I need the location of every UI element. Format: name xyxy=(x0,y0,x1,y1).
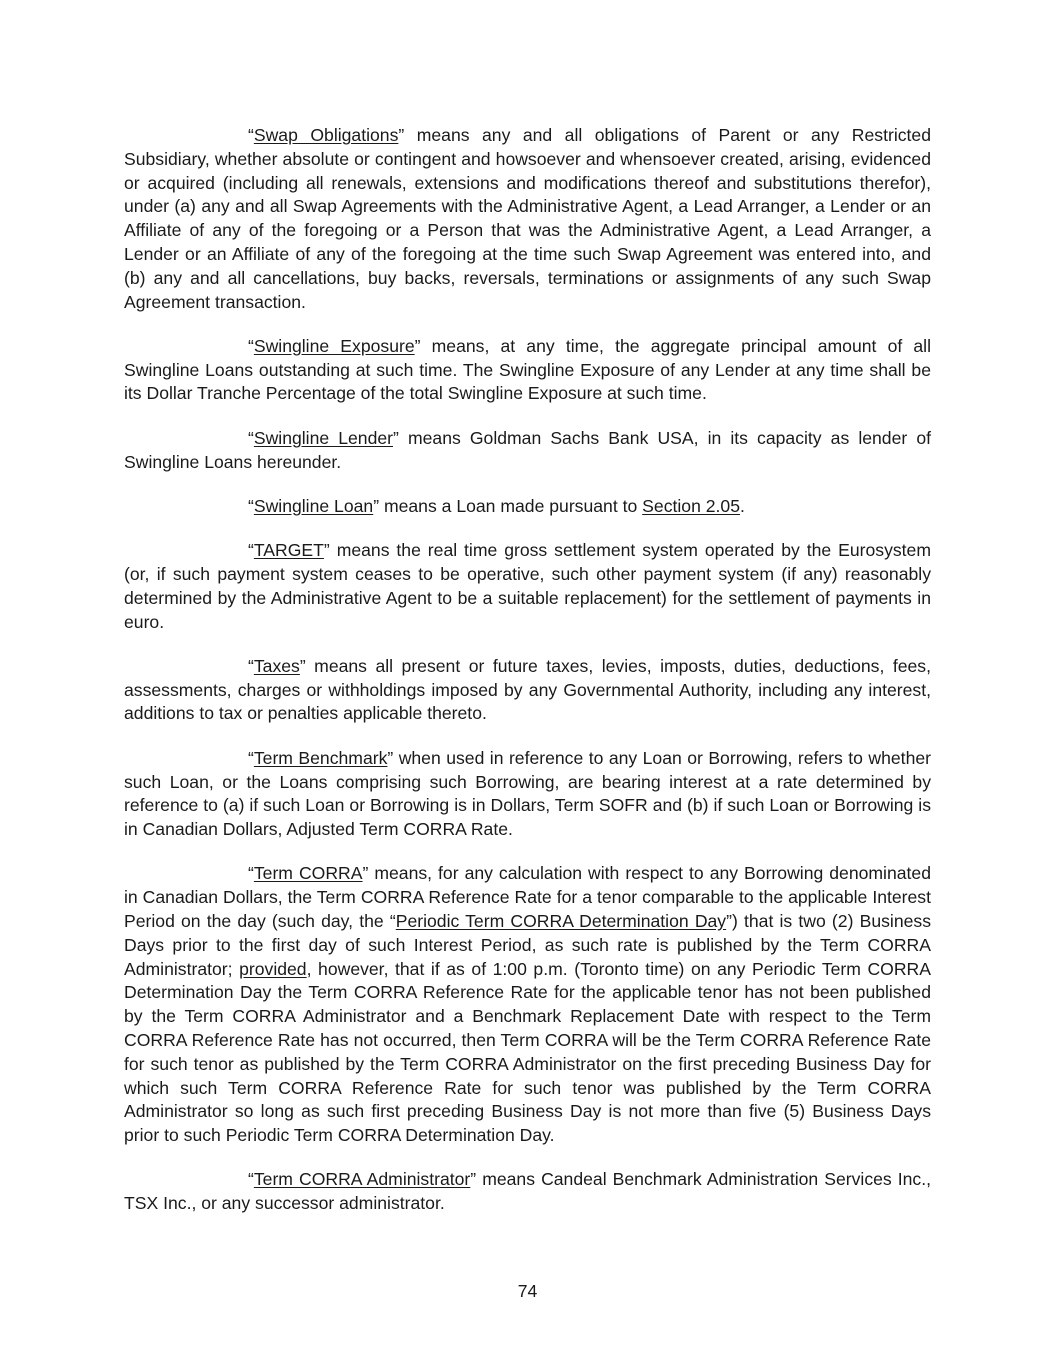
definition-text: ” means all present or future taxes, levies, imposts, duties, deductions, fees, assessments, charges or withholdings imposed by any Governmental Authority, including any interest, additions to tax or penalties applicable thereto. xyxy=(124,655,931,724)
definition-text-2: ”) that is two (2) Business Days prior to the first day of such Interest Period, as such rate is published by the Term CORRA Administrator; xyxy=(124,911,931,979)
inner-defined-term: Periodic Term CORRA Determination Day xyxy=(395,911,727,932)
defined-term: Term CORRA xyxy=(253,863,363,884)
open-quote: “ xyxy=(248,125,254,145)
definition-text: ” means a Loan made pursuant to xyxy=(373,495,643,516)
open-quote: “ xyxy=(248,655,254,676)
defined-term: Taxes xyxy=(253,655,300,676)
definition-text-3: , however, that if as of 1:00 p.m. (Toronto time) on any Periodic Term CORRA Determination Day the Term CORRA Reference Rate for the applicable tenor has not been published by the Term CORRA Administrator and a Benchmark Replacement Date with respect to the Term CORRA Reference Rate has not occurred, then Term CORRA will be the Term CORRA Reference Rate for such tenor as published by the Term CORRA Administrator on the first preceding Business Day for which such Term CORRA Reference Rate for such tenor was published by the Term CORRA Administrator so long as such first preceding Business Day is not more than five (5) Business Days prior to such Periodic Term CORRA Determination Day. xyxy=(124,958,932,1146)
defined-term: TARGET xyxy=(253,540,324,561)
definition-swingline-loan xyxy=(124,495,931,519)
defined-term: Swingline Exposure xyxy=(253,335,415,356)
definition-term-benchmark xyxy=(124,747,931,842)
definition-target xyxy=(124,539,931,634)
definition-term-corra-administrator xyxy=(124,1168,931,1216)
definition-taxes xyxy=(124,655,931,726)
open-quote: “ xyxy=(248,495,254,516)
definition-tail: . xyxy=(740,495,745,516)
defined-term: Swap Obligations xyxy=(253,125,399,145)
definition-text: ” means the real time gross settlement system operated by the Eurosystem (or, if such payment system ceases to be operative, such other payment system (if any) reasonably determined by the Administrative Agent to be a suitable replacement) for the settlement of payments in euro. xyxy=(124,540,931,632)
definition-text: ” when used in reference to any Loan or Borrowing, refers to whether such Loan, or the Loans comprising such Borrowing, are bearing interest at a rate determined by reference to (a) if such Loan or Borrowing is in Dollars, Term SOFR and (b) if such Loan or Borrowing is in Canadian Dollars, Adjusted Term CORRA Rate. xyxy=(124,747,931,840)
definition-term-corra xyxy=(124,862,931,1148)
definition-text: ” means any and all obligations of Parent or any Restricted Subsidiary, whether absolute or contingent and howsoever and whensoever created, arising, evidenced or acquired (including all renewals, extensions and modifications thereof and substitutions therefor), under (a) any and all Swap Agreements with the Administrative Agent, a Lead Arranger, a Lender or an Affiliate of any of the foregoing or a Person that was the Administrative Agent, a Lead Arranger, a Lender or an Affiliate of any of the foregoing at the time such Swap Agreement was entered into, and (b) any and all cancellations, buy backs, reversals, terminations or assignments of any such Swap Agreement transaction. xyxy=(124,125,931,312)
definition-swap-obligations xyxy=(124,124,931,314)
defined-term: Term Benchmark xyxy=(253,747,388,768)
open-quote: “ xyxy=(248,747,254,768)
section-reference-link[interactable]: Section 2.05 xyxy=(642,495,740,516)
defined-term: Swingline Lender xyxy=(253,427,394,448)
defined-term: Swingline Loan xyxy=(253,495,374,516)
open-quote: “ xyxy=(248,863,254,884)
proviso-word: provided xyxy=(239,958,307,979)
definition-text: ” means, at any time, the aggregate principal amount of all Swingline Loans outstanding at such time. The Swingline Exposure of any Lender at any time shall be its Dollar Tranche Percentage of the total Swingline Exposure at such time. xyxy=(124,335,931,404)
open-quote: “ xyxy=(248,427,254,448)
open-quote: “ xyxy=(248,1169,254,1190)
definition-text: ” means, for any calculation with respect to any Borrowing denominated in Canadian Dollars, the Term CORRA Reference Rate for a tenor comparable to the applicable Interest Period on the day (such day, the “ xyxy=(124,863,931,932)
definition-swingline-lender xyxy=(124,427,931,475)
definition-swingline-exposure xyxy=(124,335,931,406)
definition-text: ” means Candeal Benchmark Administration Services Inc., TSX Inc., or any successor administrator. xyxy=(124,1169,931,1214)
definition-text: ” means Goldman Sachs Bank USA, in its capacity as lender of Swingline Loans hereunder. xyxy=(124,427,931,472)
definitions-section xyxy=(124,124,931,1237)
defined-term: Term CORRA Administrator xyxy=(253,1169,471,1190)
open-quote: “ xyxy=(248,540,254,561)
open-quote: “ xyxy=(248,335,254,356)
page-number: 74 xyxy=(517,1281,538,1301)
